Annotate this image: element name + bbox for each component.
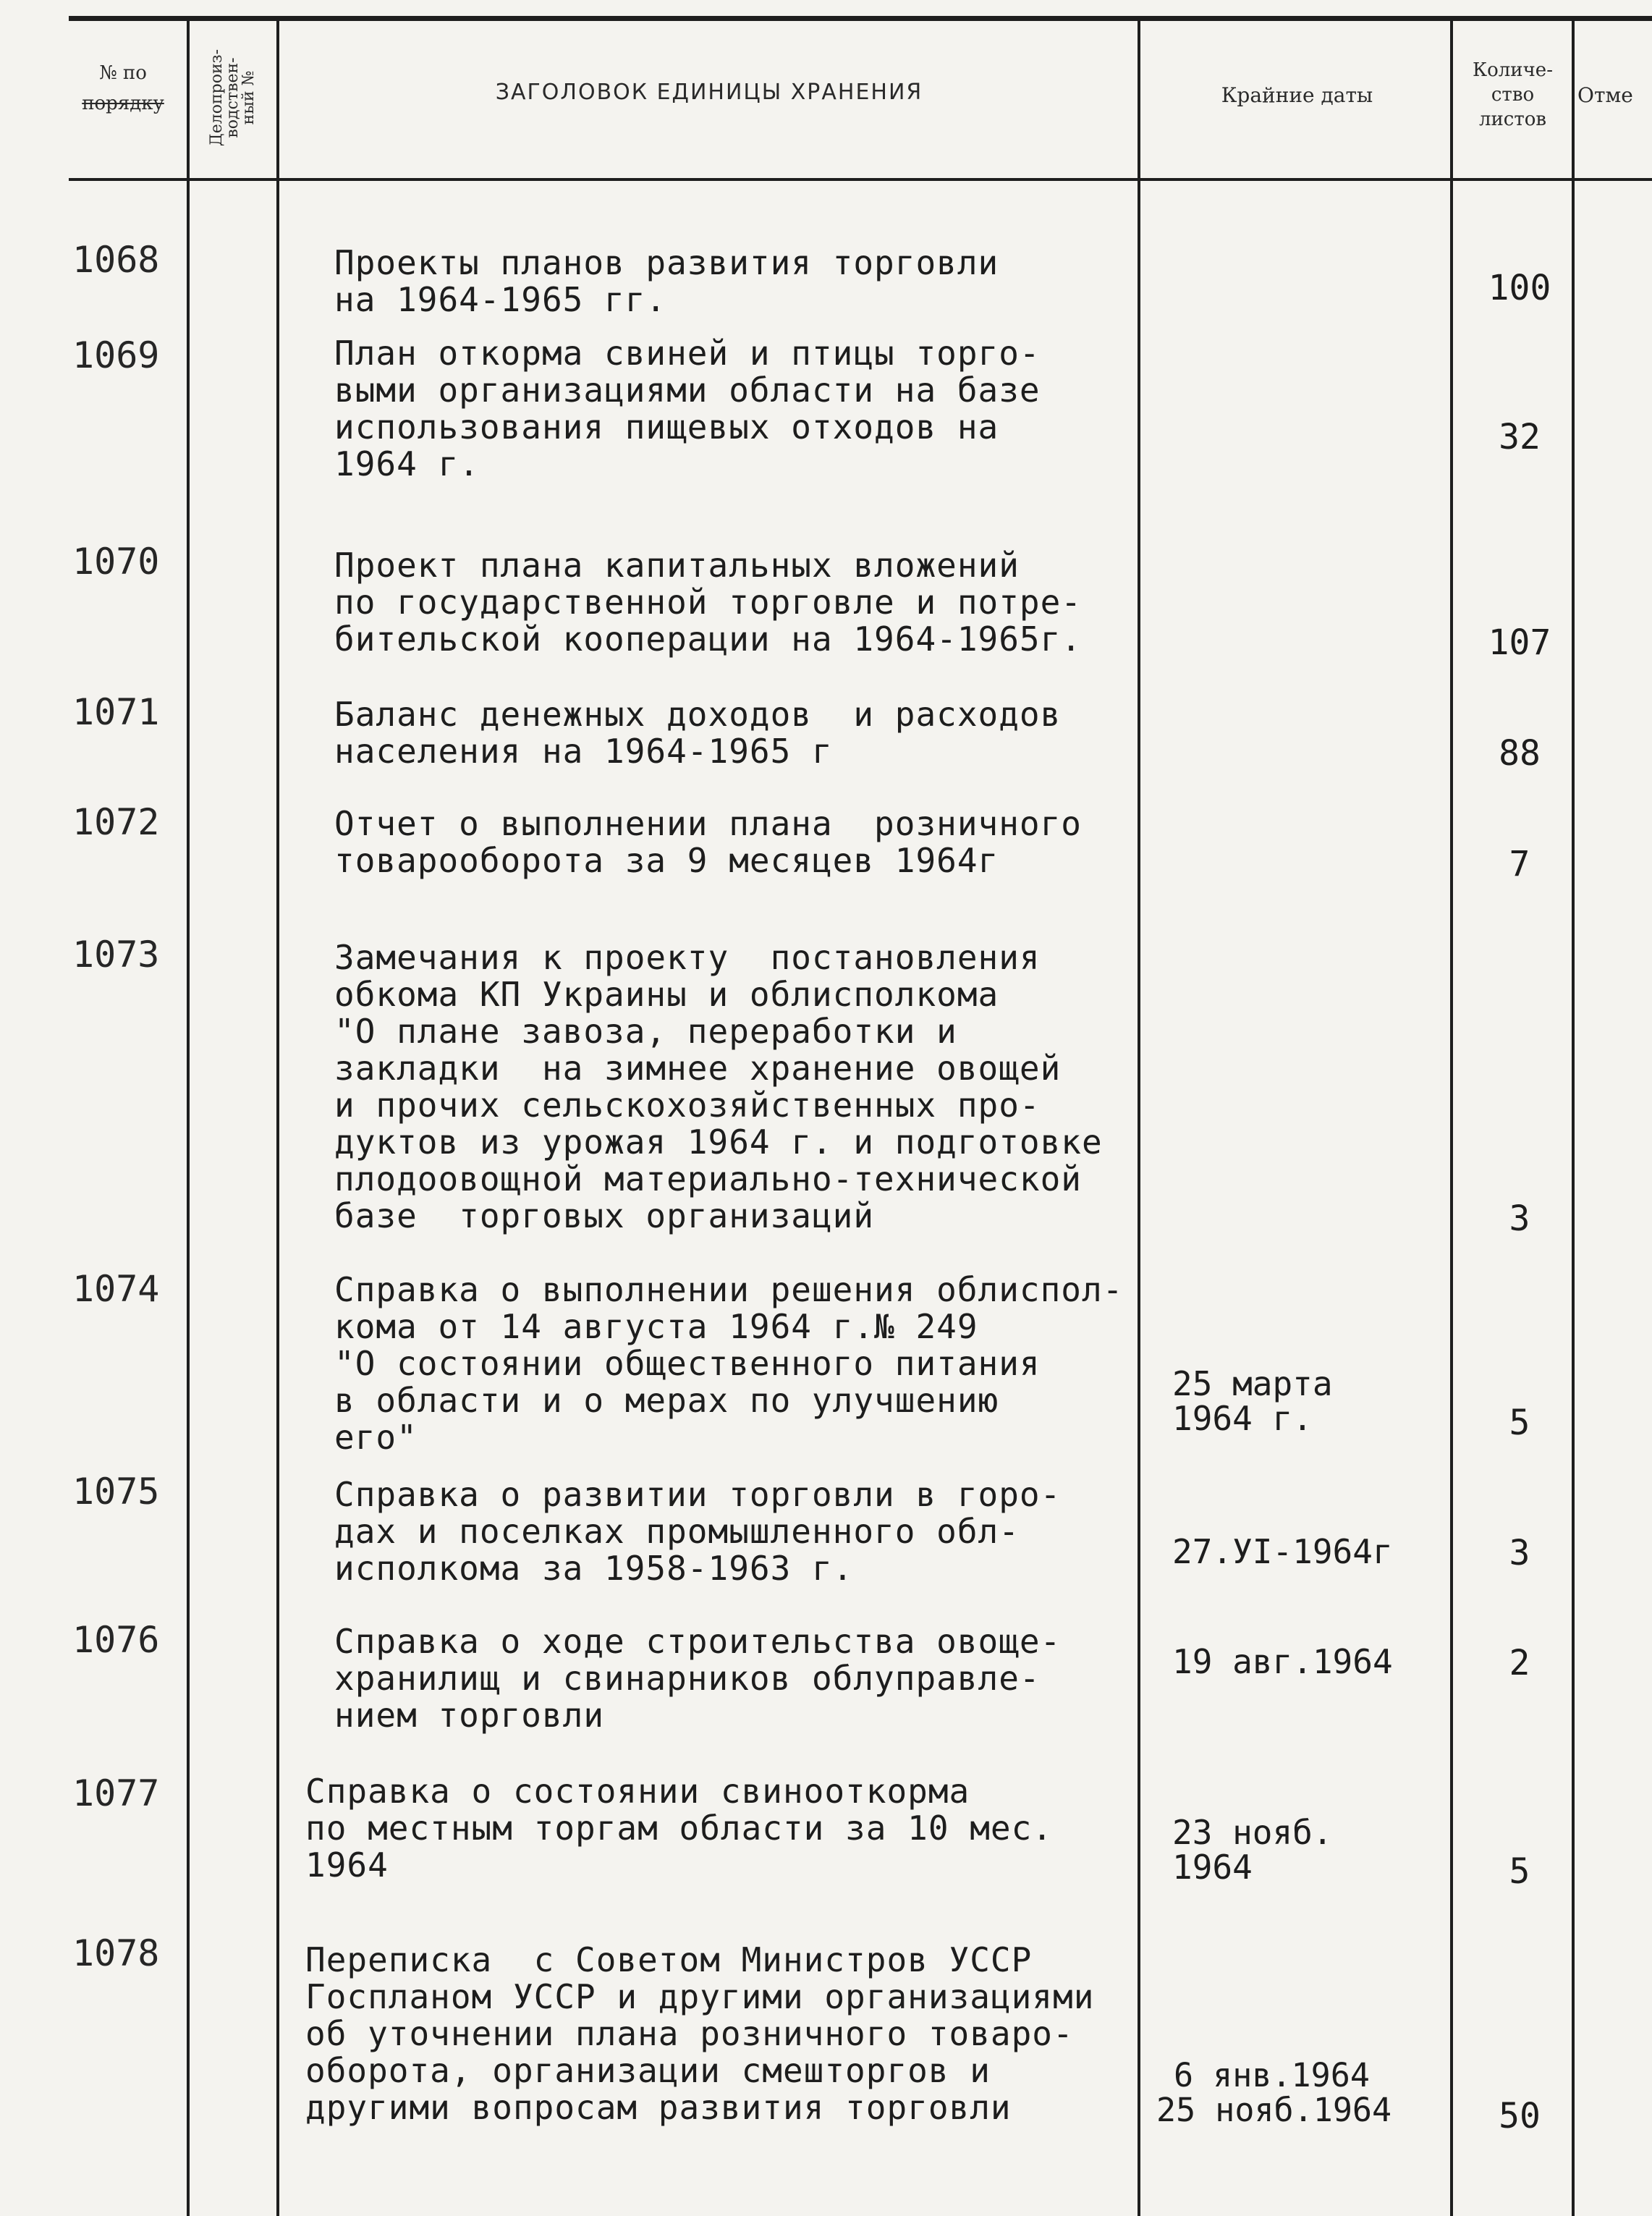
row-number: 1077	[72, 1772, 160, 1814]
row-sheet-count: 2	[1509, 1643, 1530, 1683]
row-number: 1078	[72, 1932, 160, 1974]
top-rule	[69, 16, 1652, 21]
header-notes-column: Отме	[1577, 83, 1633, 107]
row-title	[334, 547, 1159, 658]
title-line: Справка о развитии торговли в горо-	[334, 1475, 1062, 1514]
title-line: хранилищ и свинарников облуправле-	[334, 1659, 1041, 1698]
row-number: 1068	[72, 239, 160, 281]
row-dates	[1172, 1366, 1462, 1436]
row-title	[334, 1272, 1159, 1456]
title-line: оборота, организации смешторгов и	[305, 2051, 991, 2090]
row-sheet-count: 3	[1509, 1533, 1530, 1573]
row-title	[334, 805, 1159, 879]
col-divider-1	[187, 20, 190, 2216]
header-bottom-rule	[69, 178, 1652, 181]
row-sheet-count: 5	[1509, 1851, 1530, 1892]
row-sheet-count: 100	[1488, 268, 1551, 308]
date-line: 6 янв.1964	[1174, 2056, 1370, 2094]
row-title	[334, 335, 1159, 483]
row-title	[334, 1476, 1159, 1587]
row-number: 1070	[72, 541, 160, 583]
title-line: населения на 1964-1965 г	[334, 732, 833, 771]
row-sheet-count: 88	[1499, 733, 1541, 774]
row-sheet-count: 3	[1509, 1198, 1530, 1239]
row-dates	[1156, 2058, 1449, 2128]
title-line: обкома КП Украины и облисполкома	[334, 975, 999, 1014]
title-line: нием торговли	[334, 1696, 605, 1735]
title-line: кома от 14 августа 1964 г.№ 249	[334, 1307, 978, 1346]
date-line: 1964	[1172, 1848, 1253, 1887]
title-line: базе торговых организаций	[334, 1196, 875, 1235]
title-line: и прочих сельскохозяйственных про-	[334, 1086, 1041, 1125]
row-number: 1074	[72, 1268, 160, 1310]
title-line: дуктов из урожая 1964 г. и подготовке	[334, 1122, 1103, 1162]
title-line: Справка о состоянии свинооткорма	[305, 1772, 970, 1811]
row-number: 1072	[72, 801, 160, 843]
row-number: 1076	[72, 1619, 160, 1661]
row-sheet-count: 50	[1499, 2096, 1541, 2136]
row-title	[334, 696, 1159, 770]
title-line: бительской кооперации на 1964-1965г.	[334, 619, 1082, 659]
title-line: по местным торгам области за 10 мес.	[305, 1809, 1053, 1848]
date-line: 23 нояб.	[1172, 1813, 1333, 1852]
row-sheet-count: 32	[1499, 417, 1541, 457]
title-line: на 1964-1965 гг.	[334, 280, 667, 319]
title-line: "О состоянии общественного питания	[334, 1344, 1041, 1383]
header-title-column: ЗАГОЛОВОК ЕДИНИЦЫ ХРАНЕНИЯ	[495, 80, 923, 105]
header-number-line1: № по	[99, 62, 147, 84]
title-line: его"	[334, 1418, 418, 1457]
row-sheet-count: 107	[1488, 622, 1551, 663]
title-line: по государственной торговле и потре-	[334, 583, 1082, 622]
title-line: 1964 г.	[334, 444, 480, 483]
row-number: 1073	[72, 934, 160, 976]
title-line: Проект плана капитальных вложений	[334, 546, 1020, 585]
title-line: закладки на зимнее хранение овощей	[334, 1049, 1062, 1088]
row-number: 1069	[72, 334, 160, 376]
header-number-line2: порядку	[82, 93, 164, 114]
title-line: Госпланом УССР и другими организациями	[305, 1977, 1095, 2016]
row-title	[305, 1942, 1130, 2126]
row-title	[305, 1773, 1130, 1884]
header-case-number-column	[190, 22, 276, 174]
date-line: 19 авг.1964	[1172, 1642, 1393, 1681]
row-dates	[1172, 1534, 1462, 1569]
header-dates-column: Крайние даты	[1221, 83, 1373, 107]
date-line: 27.УI-1964г	[1172, 1532, 1393, 1571]
row-number: 1071	[72, 691, 160, 733]
title-line: "О плане завоза, переработки и	[334, 1012, 957, 1051]
title-line: Замечания к проекту постановления	[334, 938, 1041, 977]
title-line: Баланс денежных доходов и расходов	[334, 695, 1062, 734]
title-line: Справка о выполнении решения облиспол-	[334, 1270, 1124, 1309]
title-line: План откорма свиней и птицы торго-	[334, 334, 1041, 373]
col-divider-2	[276, 20, 279, 2216]
row-sheet-count: 5	[1509, 1403, 1530, 1443]
title-line: об уточнении плана розничного товаро-	[305, 2014, 1074, 2053]
title-line: использования пищевых отходов на	[334, 407, 999, 447]
header-sheet-count-column: Количе- ство листов	[1473, 59, 1553, 130]
title-line: Отчет о выполнении плана розничного	[334, 804, 1082, 843]
title-line: дах и поселках промышленного обл-	[334, 1512, 1020, 1551]
row-title	[334, 245, 1159, 318]
col-divider-4	[1450, 20, 1453, 2216]
header-case-number-label: Делопроиз- водствен- ный №	[208, 48, 258, 147]
row-dates	[1172, 1815, 1462, 1885]
title-line: Переписка с Советом Министров УССР	[305, 1940, 1033, 1979]
row-sheet-count: 7	[1509, 844, 1530, 884]
title-line: исполкома за 1958-1963 г.	[334, 1549, 854, 1588]
row-title	[334, 1623, 1159, 1734]
title-line: в области и о мерах по улучшению	[334, 1381, 999, 1420]
date-line: 1964 г.	[1172, 1399, 1313, 1438]
title-line: товарооборота за 9 месяцев 1964г	[334, 841, 999, 880]
row-title	[334, 939, 1159, 1235]
title-line: Справка о ходе строительства овоще-	[334, 1622, 1062, 1661]
date-line: 25 марта	[1172, 1364, 1333, 1403]
title-line: другими вопросам развития торговли	[305, 2088, 1012, 2127]
row-number: 1075	[72, 1471, 160, 1513]
title-line: 1964	[305, 1845, 389, 1885]
title-line: плодоовощной материально-технической	[334, 1159, 1082, 1198]
date-line: 25 нояб.1964	[1156, 2091, 1392, 2129]
header-number-column	[65, 58, 181, 119]
title-line: выми организациями области на базе	[334, 371, 1041, 410]
row-dates	[1172, 1644, 1462, 1679]
title-line: Проекты планов развития торговли	[334, 243, 999, 282]
